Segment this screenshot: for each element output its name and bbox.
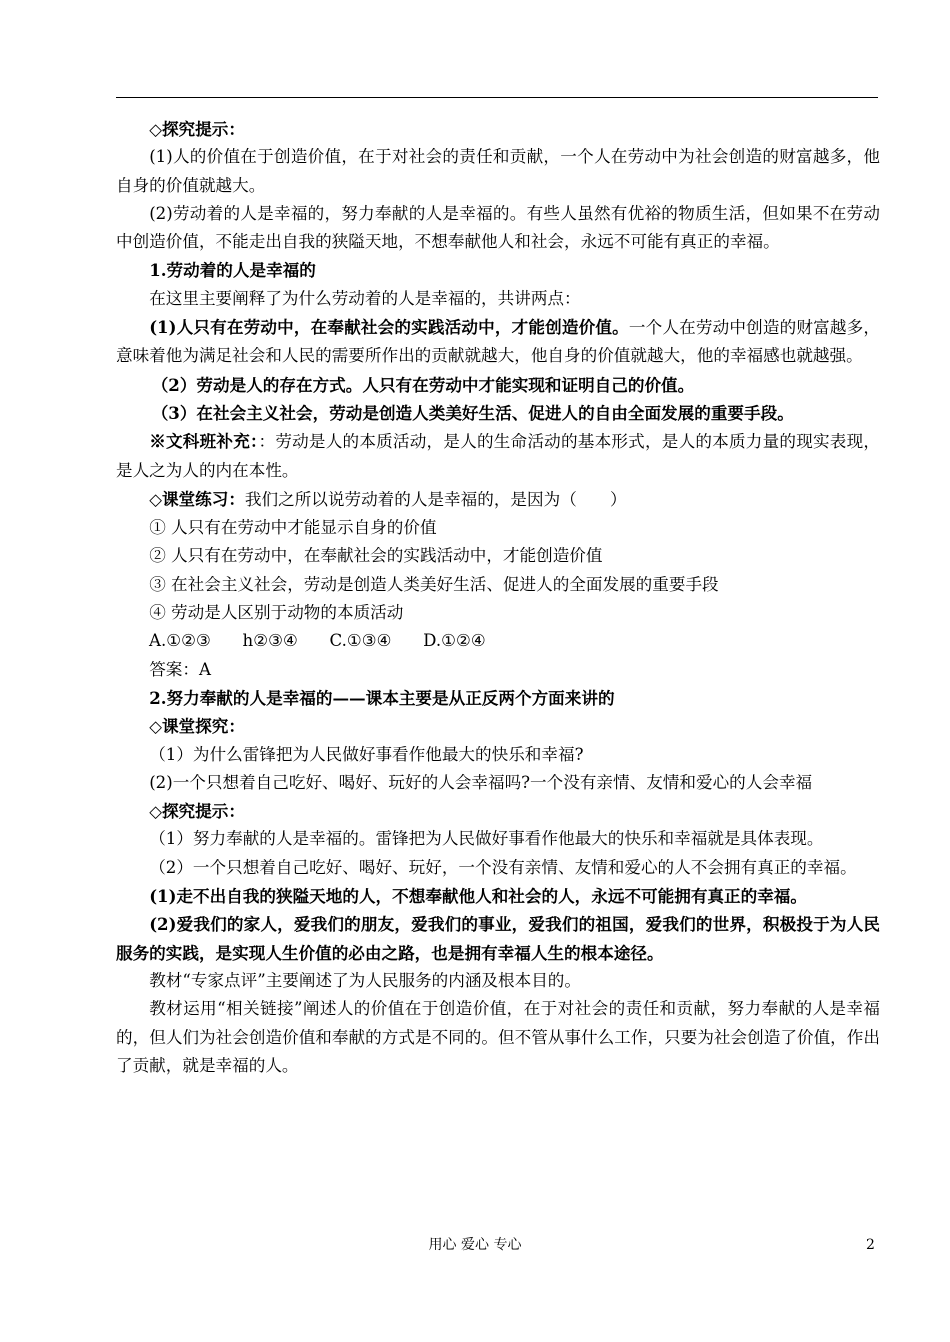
point2-heading: 2.努力奉献的人是幸福的——课本主要是从正反两个方面来讲的 bbox=[149, 687, 615, 708]
hint1-paragraph-1: (1)人的价值在于创造价值，在于对社会的责任和贡献，一个人在劳动中为社会创造的财富越多，他自身的价值就越大。 bbox=[116, 147, 880, 195]
conclusion-2: (2)爱我们的家人，爱我们的朋友，爱我们的事业，爱我们的祖国，爱我们的世界，积极投于为人民服务的实践，是实现人生价值的必由之路，也是拥有幸福人生的根本途径。 bbox=[116, 914, 880, 963]
exercise-options: A.①②③ h②③④ C.①③④ D.①②④ bbox=[149, 631, 486, 651]
inquiry-question-2: (2)一个只想着自己吃好、喝好、玩好的人会幸福吗?一个没有亲情、友情和爱心的人会幸福 bbox=[149, 772, 813, 792]
point1-item-c: （3）在社会主义社会，劳动是创造人类美好生活、促进人的自由全面发展的重要手段。 bbox=[151, 402, 794, 423]
hint2-paragraph-2: （2）一个只想着自己吃好、喝好、玩好，一个没有亲情、友情和爱心的人不会拥有真正的幸福。 bbox=[149, 857, 857, 877]
exercise-heading: ◇课堂练习： bbox=[149, 488, 245, 509]
point1-item-b: （2）劳动是人的存在方式。人只有在劳动中才能实现和证明自己的价值。 bbox=[151, 374, 695, 395]
textbook-paragraph-2: 教材运用“相关链接”阐述人的价值在于创造价值，在于对社会的责任和贡献，努力奉献的人是幸福的，但人们为社会创造价值和奉献的方式是不同的。但不管从事什么工作，只要为社会创造了价值，作出了贡献，就是幸福的人。 bbox=[116, 999, 880, 1075]
document-body bbox=[116, 115, 880, 1080]
exercise bbox=[116, 485, 880, 514]
supplement bbox=[116, 427, 880, 485]
exercise-question: 我们之所以说劳动着的人是幸福的，是因为（ ） bbox=[244, 489, 627, 509]
hint1-heading: ◇探究提示： bbox=[149, 119, 245, 139]
conclusion-1: (1)走不出自我的狭隘天地的人，不想奉献他人和社会的人，永远不可能拥有真正的幸福。 bbox=[149, 886, 807, 907]
point1-intro: 在这里主要阐释了为什么劳动着的人是幸福的，共讲两点： bbox=[149, 288, 581, 308]
header-rule bbox=[116, 97, 878, 98]
page-footer: 用心 爱心 专心 bbox=[428, 1237, 522, 1253]
page-number: 2 bbox=[866, 1237, 875, 1253]
exercise-item-1: ① 人只有在劳动中才能显示自身的价值 bbox=[149, 518, 437, 538]
exercise-answer: 答案：A bbox=[149, 659, 211, 679]
point1-item-a-bold: (1)人只有在劳动中，在奉献社会的实践活动中，才能创造价值。 bbox=[149, 317, 629, 338]
point1-item-a-rest: 一个人在劳动中创造的财富越多，意味着他为满足社会和人民的需要所作出的贡献就越大，他自身的价值就越大，他的幸福感也就越强。 bbox=[116, 318, 881, 366]
inquiry-question-1: （1）为什么雷锋把为人民做好事看作他最大的快乐和幸福? bbox=[149, 744, 584, 764]
textbook-paragraph-1: 教材“专家点评”主要阐述了为人民服务的内涵及根本目的。 bbox=[149, 970, 581, 990]
hint2-paragraph-1: （1）努力奉献的人是幸福的。雷锋把为人民做好事看作他最大的快乐和幸福就是具体表现。 bbox=[149, 829, 824, 849]
hint1-paragraph-2: (2)劳动着的人是幸福的，努力奉献的人是幸福的。有些人虽然有优裕的物质生活，但如果不在劳动中创造价值，不能走出自我的狭隘天地，不想奉献他人和社会，永远不可能有真正的幸福。 bbox=[116, 203, 880, 252]
exercise-item-4: ④ 劳动是人区别于动物的本质活动 bbox=[149, 603, 404, 623]
inquiry-heading: ◇课堂探究： bbox=[149, 716, 245, 737]
point1-heading: 1.劳动着的人是幸福的 bbox=[149, 260, 316, 281]
supplement-label: ※文科班补充： bbox=[149, 431, 259, 452]
hint2-heading: ◇探究提示： bbox=[149, 801, 245, 822]
exercise-item-3: ③ 在社会主义社会，劳动是创造人类美好生活、促进人的全面发展的重要手段 bbox=[149, 574, 719, 594]
supplement-text: ：劳动是人的本质活动，是人的生命活动的基本形式，是人的本质力量的现实表现，是人之为人的内在本性。 bbox=[116, 432, 881, 480]
exercise-item-2: ② 人只有在劳动中，在奉献社会的实践活动中，才能创造价值 bbox=[149, 546, 603, 566]
point1-item-a bbox=[116, 313, 880, 371]
